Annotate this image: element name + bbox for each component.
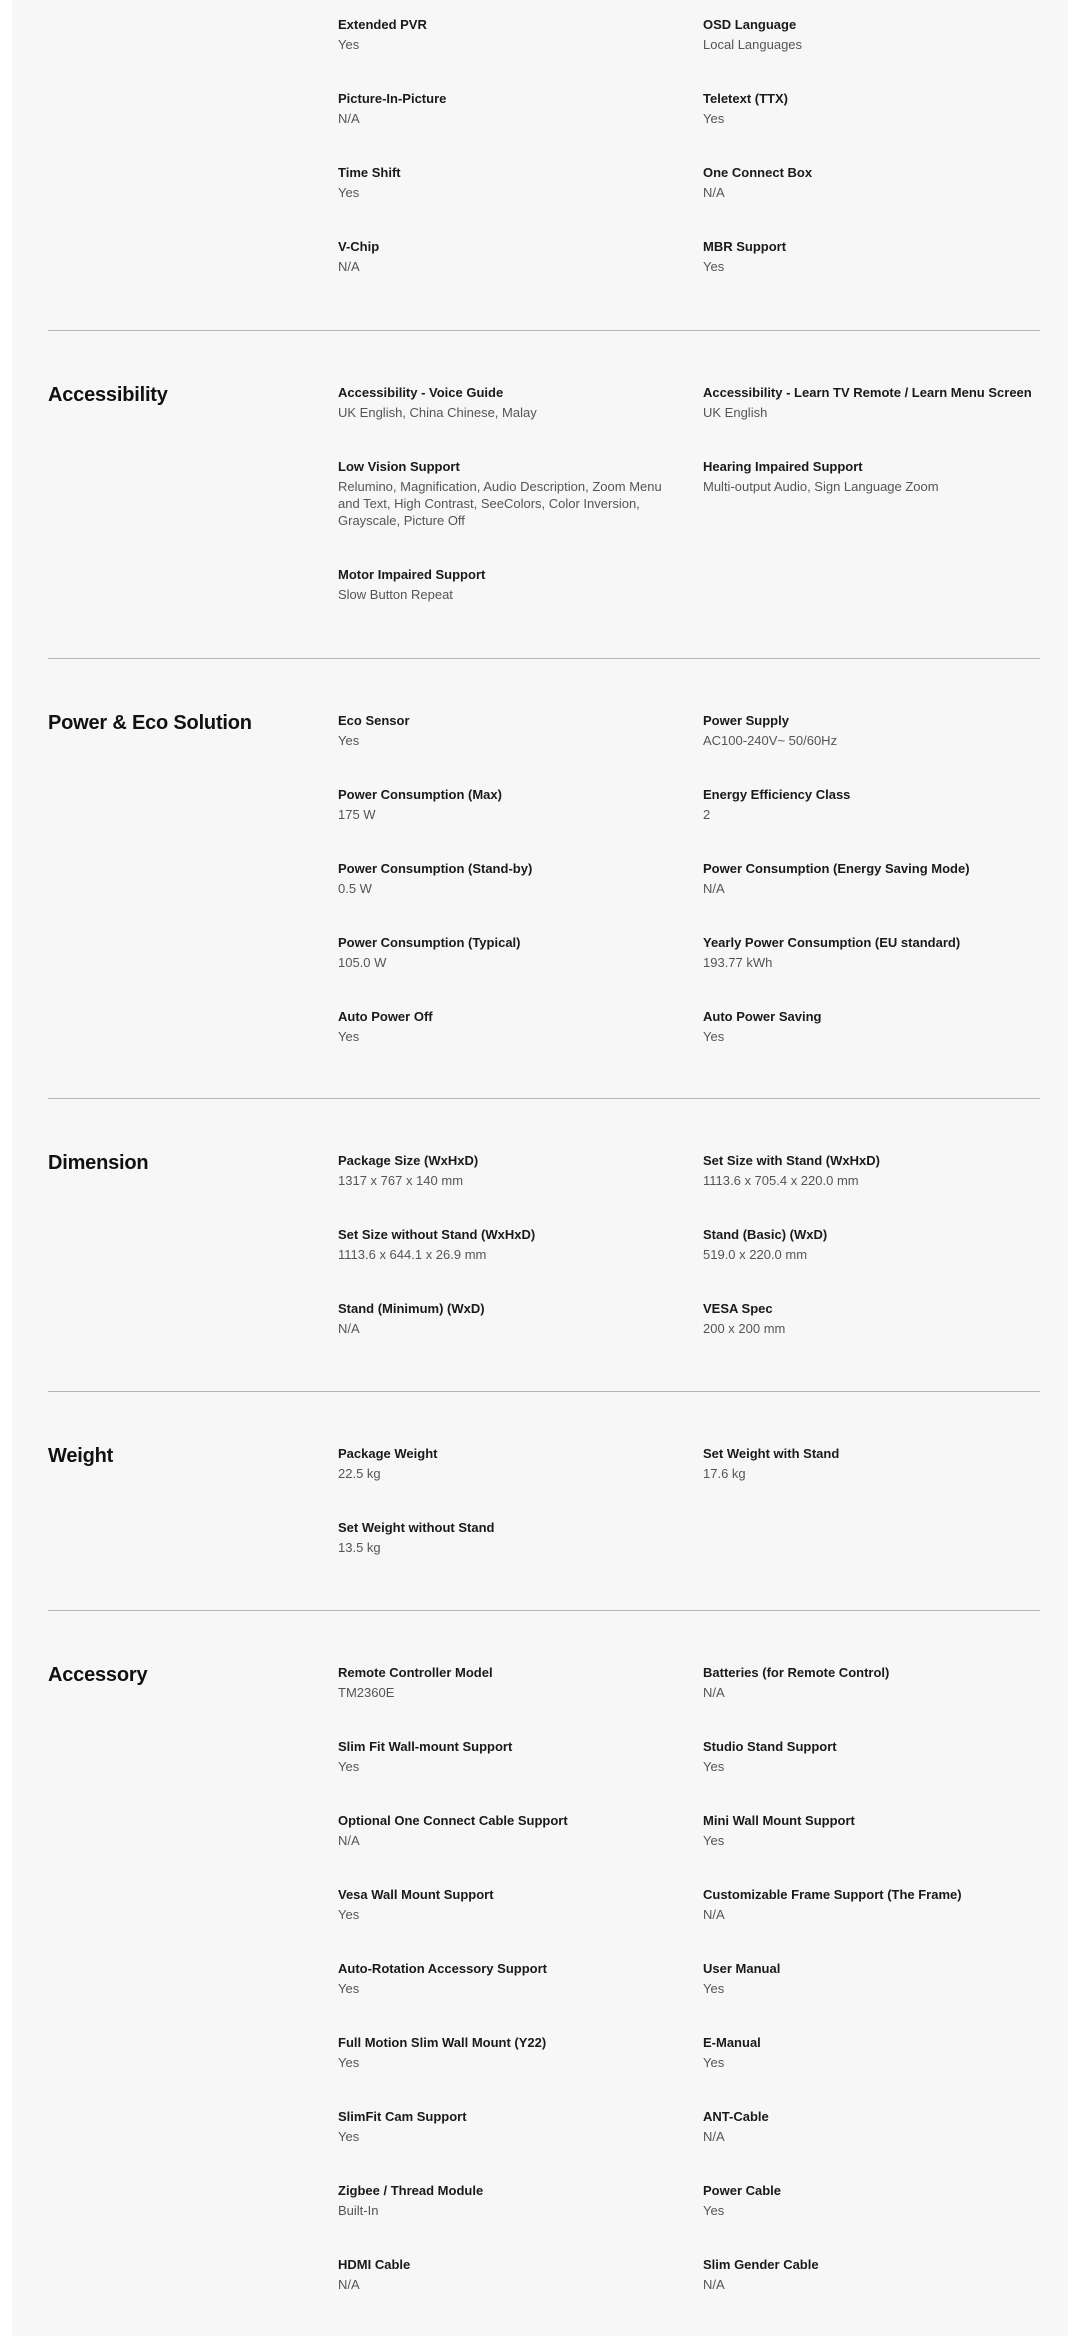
spec-label: One Connect Box [703, 165, 813, 180]
spec-item [338, 2034, 678, 2071]
spec-label: Hearing Impaired Support [703, 459, 863, 474]
spec-value: TM2360E [338, 1685, 395, 1700]
spec-value: N/A [338, 1833, 360, 1848]
spec-item [703, 934, 1043, 971]
spec-item [338, 2108, 678, 2145]
spec-value: Yes [338, 733, 360, 748]
spec-value: 519.0 x 220.0 mm [703, 1247, 808, 1262]
spec-value: N/A [703, 2129, 725, 2144]
spec-item [338, 860, 678, 897]
spec-label: Extended PVR [338, 17, 427, 32]
spec-label: Power Consumption (Energy Saving Mode) [703, 861, 970, 876]
spec-label: Power Supply [703, 713, 789, 728]
spec-value: N/A [703, 2277, 725, 2292]
spec-item [338, 712, 678, 749]
spec-value: 200 x 200 mm [703, 1321, 786, 1336]
spec-item [338, 90, 678, 127]
section-title: Accessory [48, 1664, 148, 1686]
spec-item [703, 1664, 1043, 1701]
spec-label: Auto Power Saving [703, 1009, 822, 1024]
spec-value: 175 W [338, 807, 376, 822]
spec-label: Optional One Connect Cable Support [338, 1813, 568, 1828]
spec-value: 193.77 kWh [703, 955, 773, 970]
spec-value: Local Languages [703, 37, 803, 52]
spec-item [703, 1886, 1043, 1923]
spec-label: VESA Spec [703, 1301, 773, 1316]
spec-value: Yes [338, 1759, 360, 1774]
spec-value: N/A [338, 2277, 360, 2292]
spec-value: N/A [703, 185, 725, 200]
spec-value: Yes [338, 185, 360, 200]
spec-label: Slim Fit Wall-mount Support [338, 1739, 513, 1754]
spec-value: Yes [703, 2055, 725, 2070]
spec-item [338, 934, 678, 971]
spec-label: Slim Gender Cable [703, 2257, 819, 2272]
spec-value: 1317 x 767 x 140 mm [338, 1173, 464, 1188]
spec-item [338, 1519, 678, 1556]
spec-item [338, 1300, 678, 1337]
spec-value: Yes [703, 1981, 725, 1996]
spec-item [338, 1445, 678, 1482]
spec-value: 17.6 kg [703, 1466, 746, 1481]
spec-item [703, 2256, 1043, 2293]
section-divider [48, 1098, 1040, 1099]
spec-value: UK English [703, 405, 768, 420]
spec-label: Low Vision Support [338, 459, 460, 474]
spec-value: Yes [338, 2055, 360, 2070]
spec-item [338, 1738, 678, 1775]
spec-label: Full Motion Slim Wall Mount (Y22) [338, 2035, 547, 2050]
spec-item [703, 1445, 1043, 1482]
spec-item [338, 1960, 678, 1997]
spec-value: 22.5 kg [338, 1466, 381, 1481]
spec-label: Stand (Basic) (WxD) [703, 1227, 828, 1242]
spec-value: Multi-output Audio, Sign Language Zoom [703, 479, 939, 494]
spec-value: N/A [338, 259, 360, 274]
spec-item [703, 2034, 1043, 2071]
spec-value: Yes [703, 1029, 725, 1044]
spec-item [703, 712, 1043, 749]
spec-item [338, 1152, 678, 1189]
spec-label: Accessibility - Voice Guide [338, 385, 504, 400]
spec-item [338, 458, 678, 529]
spec-item [703, 860, 1043, 897]
spec-item [703, 164, 1043, 201]
spec-item [338, 1812, 678, 1849]
spec-label: Package Size (WxHxD) [338, 1153, 479, 1168]
spec-value: Yes [338, 37, 360, 52]
spec-label: Set Size with Stand (WxHxD) [703, 1153, 880, 1168]
spec-item [703, 1008, 1043, 1045]
spec-label: Power Cable [703, 2183, 782, 2198]
spec-value: Yes [703, 259, 725, 274]
spec-value: Yes [703, 2203, 725, 2218]
spec-label: Energy Efficiency Class [703, 787, 851, 802]
spec-label: Power Consumption (Stand-by) [338, 861, 533, 876]
spec-item [338, 1664, 678, 1701]
spec-label: Stand (Minimum) (WxD) [338, 1301, 485, 1316]
section-divider [48, 1391, 1040, 1392]
spec-label: Auto-Rotation Accessory Support [338, 1961, 547, 1976]
spec-value: Slow Button Repeat [338, 587, 453, 602]
spec-label: ANT-Cable [703, 2109, 769, 2124]
spec-item [338, 1886, 678, 1923]
section-title: Weight [48, 1445, 114, 1467]
spec-item [338, 1226, 678, 1263]
spec-label: V-Chip [338, 239, 380, 254]
spec-value: Relumino, Magnification, Audio Description, Zoom Menu and Text, High Contrast, SeeColors, Color Inversion, Grayscale, Picture Off [338, 479, 662, 528]
spec-item [703, 1226, 1043, 1263]
spec-value: N/A [703, 1907, 725, 1922]
spec-value: 105.0 W [338, 955, 387, 970]
spec-item [703, 1152, 1043, 1189]
section-divider [48, 330, 1040, 331]
spec-label: Power Consumption (Typical) [338, 935, 521, 950]
spec-value: N/A [338, 1321, 360, 1336]
spec-item [703, 16, 1043, 53]
spec-label: Power Consumption (Max) [338, 787, 502, 802]
spec-item [703, 458, 1043, 495]
spec-item [338, 566, 678, 603]
spec-item [338, 384, 678, 421]
section-divider [48, 1610, 1040, 1611]
spec-value: N/A [338, 111, 360, 126]
spec-item [703, 1812, 1043, 1849]
spec-label: Yearly Power Consumption (EU standard) [703, 935, 961, 950]
spec-value: 13.5 kg [338, 1540, 381, 1555]
spec-label: Motor Impaired Support [338, 567, 486, 582]
spec-label: Vesa Wall Mount Support [338, 1887, 494, 1902]
spec-label: Mini Wall Mount Support [703, 1813, 855, 1828]
spec-label: Eco Sensor [338, 713, 410, 728]
spec-value: Yes [703, 1759, 725, 1774]
spec-value: 2 [703, 807, 711, 822]
spec-item [703, 384, 1043, 421]
spec-label: User Manual [703, 1961, 781, 1976]
spec-label: SlimFit Cam Support [338, 2109, 467, 2124]
spec-item [703, 2182, 1043, 2219]
spec-item [703, 1960, 1043, 1997]
spec-label: Set Weight with Stand [703, 1446, 840, 1461]
spec-item [703, 238, 1043, 275]
spec-item [338, 1008, 678, 1045]
spec-value: Built-In [338, 2203, 379, 2218]
spec-value: Yes [703, 1833, 725, 1848]
spec-item [703, 2108, 1043, 2145]
spec-value: 1113.6 x 705.4 x 220.0 mm [703, 1173, 859, 1188]
spec-label: Zigbee / Thread Module [338, 2183, 484, 2198]
spec-item [338, 2182, 678, 2219]
spec-label: Studio Stand Support [703, 1739, 837, 1754]
spec-page [12, 0, 1068, 2336]
section-title: Power & Eco Solution [48, 712, 252, 734]
spec-label: Accessibility - Learn TV Remote / Learn Menu Screen [703, 385, 1032, 400]
spec-label: Remote Controller Model [338, 1665, 493, 1680]
section-title: Accessibility [48, 384, 168, 406]
spec-label: Package Weight [338, 1446, 438, 1461]
spec-value: N/A [703, 881, 725, 896]
spec-item [703, 1738, 1043, 1775]
spec-value: Yes [338, 1029, 360, 1044]
spec-value: N/A [703, 1685, 725, 1700]
spec-label: E-Manual [703, 2035, 761, 2050]
spec-item [338, 786, 678, 823]
spec-value: Yes [338, 1981, 360, 1996]
spec-value: 1113.6 x 644.1 x 26.9 mm [338, 1247, 487, 1262]
spec-item [338, 2256, 678, 2293]
spec-label: HDMI Cable [338, 2257, 411, 2272]
spec-label: Time Shift [338, 165, 401, 180]
spec-value: Yes [338, 1907, 360, 1922]
spec-item [338, 238, 678, 275]
spec-item [703, 90, 1043, 127]
spec-value: Yes [338, 2129, 360, 2144]
spec-value: UK English, China Chinese, Malay [338, 405, 537, 420]
spec-label: Customizable Frame Support (The Frame) [703, 1887, 962, 1902]
spec-label: Auto Power Off [338, 1009, 433, 1024]
section-divider [48, 658, 1040, 659]
spec-label: OSD Language [703, 17, 797, 32]
spec-item [703, 786, 1043, 823]
spec-item [703, 1300, 1043, 1337]
spec-label: Set Weight without Stand [338, 1520, 495, 1535]
spec-label: Teletext (TTX) [703, 91, 788, 106]
spec-value: Yes [703, 111, 725, 126]
spec-item [338, 164, 678, 201]
section-title: Dimension [48, 1152, 149, 1174]
spec-item [338, 16, 678, 53]
spec-value: AC100-240V~ 50/60Hz [703, 733, 838, 748]
spec-value: 0.5 W [338, 881, 372, 896]
spec-label: Batteries (for Remote Control) [703, 1665, 890, 1680]
spec-label: Set Size without Stand (WxHxD) [338, 1227, 536, 1242]
spec-label: Picture-In-Picture [338, 91, 447, 106]
spec-label: MBR Support [703, 239, 787, 254]
